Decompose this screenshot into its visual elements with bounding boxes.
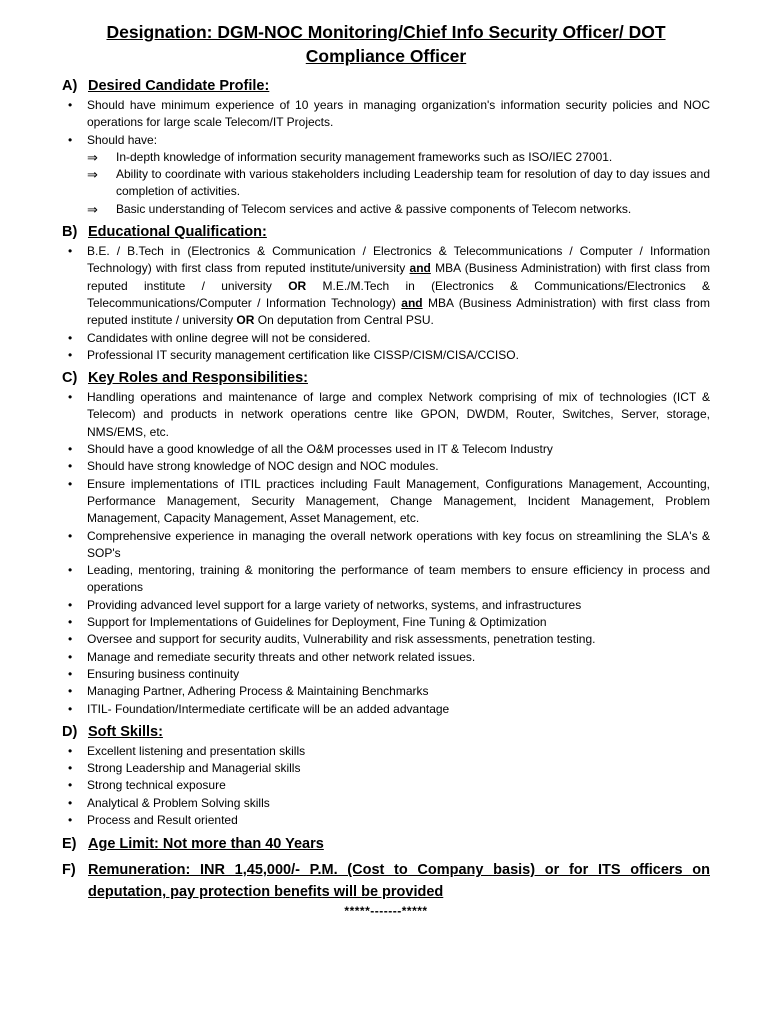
bullet-list (62, 243, 710, 364)
and-connector: and (409, 261, 431, 276)
section-letter: D) (62, 723, 78, 740)
end-marker: *****-------***** (344, 904, 428, 919)
list-item: • Strong technical exposure (62, 777, 710, 794)
list-item: • Should have minimum experience of 10 years in managing organization's information security policies and NOC operations for large scale Telecom/IT Projects. (62, 97, 710, 132)
list-item: • Managing Partner, Adhering Process & Maintaining Benchmarks (62, 683, 710, 700)
section-heading (62, 833, 710, 855)
age-limit-text: Age Limit: Not more than 40 Years (88, 836, 324, 853)
list-item: • Analytical & Problem Solving skills (62, 795, 710, 812)
qualification-part: MBA (Business Administration) with first class from reputed institute / university (87, 295, 710, 328)
or-connector: OR (288, 278, 307, 293)
section-title: Desired Candidate Profile: (88, 78, 270, 94)
qualification-part: MBA (Business Administration) with first class from reputed institute / university (87, 261, 710, 293)
section-remuneration (62, 859, 710, 903)
section-heading (62, 222, 710, 242)
list-item-text: Should have: (87, 132, 158, 147)
arrow-sublist (87, 149, 710, 218)
list-item (62, 243, 710, 329)
list-item: • Leading, mentoring, training & monitoring the performance of team members to ensure efficiency in process and operations (62, 562, 710, 597)
list-item: • Ensuring business continuity (62, 666, 710, 683)
page-title: Designation: DGM-NOC Monitoring/Chief Info Security Officer/ DOT Compliance Officer (106, 22, 666, 66)
bullet-list (62, 389, 710, 718)
and-connector: and (401, 295, 423, 310)
bullet-list (62, 743, 710, 829)
section-letter: A) (62, 78, 78, 94)
section-heading (62, 859, 710, 903)
list-item: • Ensure implementations of ITIL practices including Fault Management, Configurations Management, Accounting, Performance Management, Security Management, Change Management, Incident Management, Problem Management, Capacity Management, Asset Management, etc. (62, 476, 710, 528)
section-title: Key Roles and Responsibilities: (88, 370, 308, 387)
section-letter: C) (62, 370, 78, 387)
list-item: • Oversee and support for security audits, Vulnerability and risk assessments, penetration testing. (62, 631, 710, 648)
list-item: • Should have a good knowledge of all the O&M processes used in IT & Telecom Industry (62, 441, 710, 458)
section-heading (62, 722, 710, 742)
list-item: • Handling operations and maintenance of large and complex Network comprising of mix of technologies (ICT & Telecom) and products in network operations centre like GPON, DWDM, Router, Switches, Server, storage, NMS/EMS, etc. (62, 389, 710, 441)
qualification-part: M.E./M.Tech in (Electronics & Communications/Electronics & Telecommunications/Computer / Information Technology) (87, 278, 710, 310)
sublist-item: ⇒ In-depth knowledge of information security management frameworks such as ISO/IEC 27001. (87, 149, 710, 166)
list-item: • Should have strong knowledge of NOC design and NOC modules. (62, 458, 710, 475)
section-soft-skills (62, 722, 710, 829)
section-letter: E) (62, 836, 77, 853)
list-item: • Process and Result oriented (62, 812, 710, 829)
list-item: • Manage and remediate security threats and other network related issues. (62, 649, 710, 666)
bullet-list (62, 97, 710, 218)
section-heading (62, 368, 710, 388)
list-item: • Comprehensive experience in managing the overall network operations with key focus on streamlining the SLA's & SOP's (62, 528, 710, 563)
list-item: • Excellent listening and presentation skills (62, 743, 710, 760)
or-connector: OR (236, 313, 255, 328)
section-age-limit (62, 833, 710, 855)
section-letter: B) (62, 224, 78, 241)
section-heading (62, 76, 710, 96)
list-item: • Professional IT security management certification like CISSP/CISM/CISA/CCISO. (62, 347, 710, 364)
list-item: • ITIL- Foundation/Intermediate certificate will be an added advantage (62, 701, 710, 718)
sublist-item: ⇒ Basic understanding of Telecom services and active & passive components of Telecom networks. (87, 201, 710, 218)
list-item: • Strong Leadership and Managerial skills (62, 760, 710, 777)
section-educational-qualification (62, 222, 710, 364)
list-item: • Support for Implementations of Guidelines for Deployment, Fine Tuning & Optimization (62, 614, 710, 631)
sublist-item: ⇒ Ability to coordinate with various stakeholders including Leadership team for resolution of day to day issues and completion of activities. (87, 166, 710, 201)
section-letter: F) (62, 862, 76, 879)
list-item: • Candidates with online degree will not be considered. (62, 330, 710, 347)
section-title: Educational Qualification: (88, 224, 267, 241)
section-key-roles (62, 368, 710, 718)
section-desired-candidate-profile (62, 76, 710, 218)
list-item (62, 132, 710, 218)
list-item: • Providing advanced level support for a large variety of networks, systems, and infrastructures (62, 597, 710, 614)
section-title: Soft Skills: (88, 723, 163, 740)
qualification-part: On deputation from Central PSU. (257, 313, 434, 328)
remuneration-text: Remuneration: INR 1,45,000/- P.M. (Cost to Company basis) or for ITS officers on deputation, pay protection benefits will be provided (88, 862, 710, 901)
qualification-part: B.E. / B.Tech in (Electronics & Communication / Electronics & Telecommunications / Computer / Information Technology) with first class from reputed institute/university (87, 244, 710, 276)
